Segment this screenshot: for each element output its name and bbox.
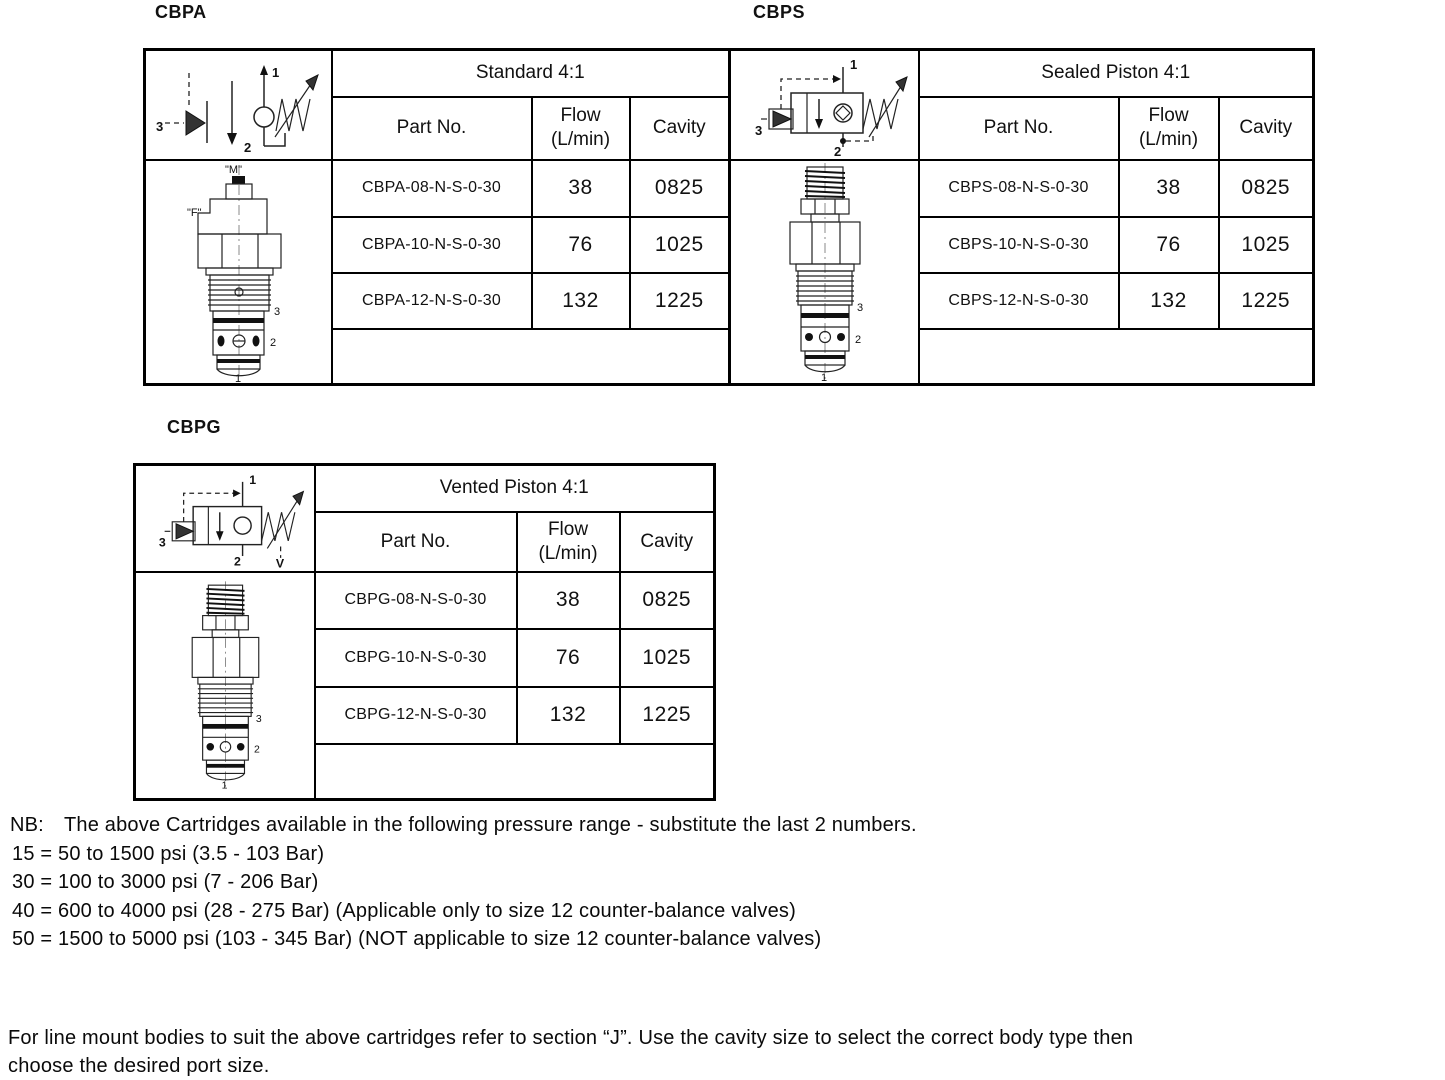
cbpg-symbol-vent-label: V xyxy=(275,556,284,571)
flow-arrow-icon xyxy=(216,532,224,542)
cbpg-table-title: Vented Piston 4:1 xyxy=(315,465,715,512)
cbpa-drawing-f-label: "F" xyxy=(186,206,202,219)
cbpa-symbol-port1-label: 1 xyxy=(271,64,279,80)
flow-header-line1: Flow xyxy=(560,105,601,127)
cbpg-hydraulic-symbol-icon xyxy=(138,466,312,570)
check-valve-icon xyxy=(254,107,274,127)
cbpg-drawing-port2-label: 2 xyxy=(253,744,260,756)
cbpa-drawing-port2-label: 2 xyxy=(269,336,276,349)
cavity-cell: 1225 xyxy=(1219,273,1314,329)
cbpg-symbol-port1-label: 1 xyxy=(248,473,256,488)
pilot-triangle-icon xyxy=(773,111,791,127)
flow-cell: 132 xyxy=(1119,273,1219,329)
part-number-cell: CBPS-12-N-S-0-30 xyxy=(919,273,1119,329)
spring-icon xyxy=(863,99,898,129)
pressure-option-15: 15 = 50 to 1500 psi (3.5 - 103 Bar) xyxy=(12,842,325,865)
spring-icon xyxy=(261,513,294,542)
cbpa-column-header-flow xyxy=(532,97,630,160)
cbpg-symbol-port3-label: 3 xyxy=(158,535,166,550)
cavity-cell: 1225 xyxy=(630,273,730,329)
cavity-cell: 0825 xyxy=(1219,160,1314,217)
cbps-drawing-port2-label: 2 xyxy=(854,333,861,346)
flow-header-line2: (L/min) xyxy=(550,129,611,150)
flow-cell: 132 xyxy=(517,687,620,744)
cbps-column-header-cavity: Cavity xyxy=(1219,97,1314,160)
cbpa-symbol-cell xyxy=(145,50,332,160)
cbps-column-header-flow xyxy=(1119,97,1219,160)
cbpa-cartridge-drawing xyxy=(147,161,330,383)
part-number-cell: CBPG-10-N-S-0-30 xyxy=(315,629,517,687)
flow-arrow-icon xyxy=(815,119,823,129)
flow-header-line2: (L/min) xyxy=(538,542,598,564)
cbpa-table xyxy=(143,48,731,386)
part-number-cell: CBPG-12-N-S-0-30 xyxy=(315,687,517,744)
cbps-table-title: Sealed Piston 4:1 xyxy=(919,50,1314,97)
empty-row-cell xyxy=(332,329,730,385)
cbpg-column-header-part-no: Part No. xyxy=(315,512,517,572)
pilot-triangle-icon xyxy=(186,111,205,135)
cbps-hydraulic-symbol-icon xyxy=(733,53,916,157)
section-label-cbpg: CBPG xyxy=(167,417,222,437)
pressure-option-40: 40 = 600 to 4000 psi (28 - 275 Bar) (Applicable only to size 12 counter-balance valves) xyxy=(12,899,796,922)
cbpa-drawing-port3-label: 3 xyxy=(273,305,280,318)
part-number-cell: CBPA-08-N-S-0-30 xyxy=(332,160,532,217)
cbps-symbol-port2-label: 2 xyxy=(833,143,841,157)
cbps-symbol-cell xyxy=(730,50,919,160)
cavity-cell: 1025 xyxy=(1219,217,1314,273)
pilot-triangle-icon xyxy=(176,524,193,539)
pressure-range-notes xyxy=(10,811,917,954)
cavity-cell: 0825 xyxy=(630,160,730,217)
cbps-drawing-port1-label: 1 xyxy=(820,371,827,383)
cbpg-column-header-flow xyxy=(517,512,620,572)
flow-header-line1: Flow xyxy=(547,518,589,540)
flow-cell: 76 xyxy=(1119,217,1219,273)
cbpa-drawing-port1-label: 1 xyxy=(234,372,241,383)
flow-cell: 38 xyxy=(532,160,630,217)
cbps-symbol-port3-label: 3 xyxy=(754,122,762,138)
cbpg-drawing-port1-label: 1 xyxy=(221,780,228,792)
part-number-cell: CBPA-12-N-S-0-30 xyxy=(332,273,532,329)
flow-arrow-icon xyxy=(227,133,237,145)
cbps-drawing-port3-label: 3 xyxy=(856,301,863,314)
empty-row-cell xyxy=(919,329,1314,385)
nb-intro-text: The above Cartridges available in the following pressure range - substitute the last 2 numbers. xyxy=(63,814,917,836)
cbpg-drawing-port3-label: 3 xyxy=(255,714,262,726)
cbpg-column-header-cavity: Cavity xyxy=(620,512,715,572)
cbpg-symbol-port2-label: 2 xyxy=(233,554,241,569)
part-number-cell: CBPG-08-N-S-0-30 xyxy=(315,572,517,629)
adjustment-arrow-icon xyxy=(293,492,303,505)
cavity-cell: 1025 xyxy=(620,629,715,687)
cbpa-hydraulic-symbol-icon xyxy=(148,53,329,157)
part-number-cell: CBPS-08-N-S-0-30 xyxy=(919,160,1119,217)
cbpa-column-header-part-no: Part No. xyxy=(332,97,532,160)
part-number-cell: CBPS-10-N-S-0-30 xyxy=(919,217,1119,273)
cbpa-table-title: Standard 4:1 xyxy=(332,50,730,97)
flow-header-line1: Flow xyxy=(1148,105,1189,127)
flow-header-line2: (L/min) xyxy=(1138,129,1199,150)
cbpa-drawing-cell xyxy=(145,160,332,385)
section-label-cbpa: CBPA xyxy=(155,2,207,22)
flow-cell: 38 xyxy=(517,572,620,629)
cbpa-symbol-port3-label: 3 xyxy=(155,118,163,134)
cavity-cell: 1025 xyxy=(630,217,730,273)
flow-cell: 76 xyxy=(517,629,620,687)
cbps-drawing-cell xyxy=(730,160,919,385)
cbpg-table xyxy=(133,463,716,801)
flow-cell: 132 xyxy=(532,273,630,329)
section-label-cbps: CBPS xyxy=(753,2,806,22)
nb-label: NB: xyxy=(10,814,44,836)
pressure-option-30: 30 = 100 to 3000 psi (7 - 206 Bar) xyxy=(12,871,319,893)
nb-intro-line xyxy=(10,811,917,840)
adjustment-arrow-icon xyxy=(896,77,907,91)
cbpg-drawing-cell xyxy=(135,572,315,800)
cbps-cartridge-drawing xyxy=(733,161,916,383)
empty-row-cell xyxy=(315,744,715,800)
cbpa-symbol-port2-label: 2 xyxy=(243,139,251,155)
cbpg-cartridge-drawing xyxy=(138,574,312,796)
spring-icon xyxy=(276,99,310,131)
cbpa-drawing-m-label: "M" xyxy=(224,163,242,176)
flow-cell: 76 xyxy=(532,217,630,273)
cbps-column-header-part-no: Part No. xyxy=(919,97,1119,160)
part-number-cell: CBPA-10-N-S-0-30 xyxy=(332,217,532,273)
flow-cell: 38 xyxy=(1119,160,1219,217)
line-mount-note-line1: For line mount bodies to suit the above cartridges refer to section “J”. Use the cavity size to select the correct body type then xyxy=(8,1027,1134,1049)
cavity-cell: 0825 xyxy=(620,572,715,629)
cbpg-symbol-cell xyxy=(135,465,315,572)
line-mount-note xyxy=(8,1024,1133,1080)
cbps-symbol-port1-label: 1 xyxy=(849,56,857,72)
cavity-cell: 1225 xyxy=(620,687,715,744)
line-mount-note-line2: choose the desired port size. xyxy=(8,1055,270,1077)
cbps-table xyxy=(728,48,1315,386)
check-valve-icon xyxy=(234,517,251,534)
cbpa-column-header-cavity: Cavity xyxy=(630,97,730,160)
pressure-option-50: 50 = 1500 to 5000 psi (103 - 345 Bar) (NOT applicable to size 12 counter-balance valves) xyxy=(12,928,822,950)
